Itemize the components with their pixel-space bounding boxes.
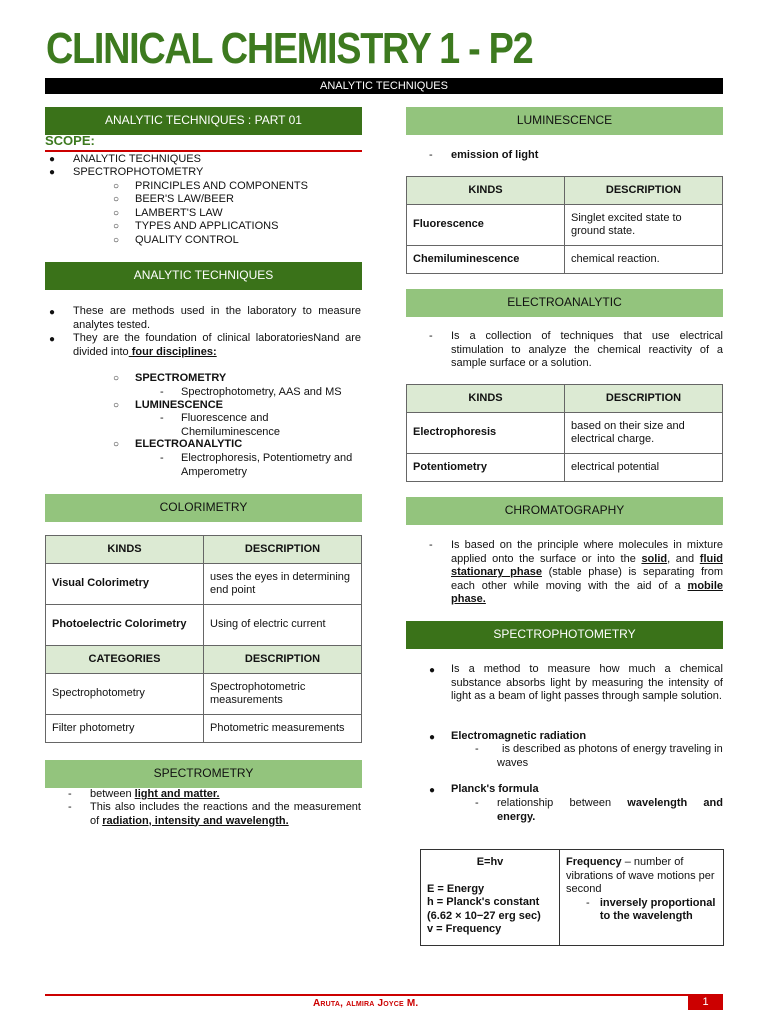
bullet-icon: ●: [49, 307, 56, 318]
circle-bullet-icon: ○: [113, 194, 120, 205]
formula-line: (6.62 × 10−27 erg sec): [427, 909, 541, 922]
circle-bullet-icon: ○: [113, 235, 120, 246]
circle-bullet-icon: ○: [113, 439, 120, 450]
discipline-sub: Electrophoresis, Potentiometry and Amperometry: [181, 452, 353, 478]
scope-subitem: QUALITY CONTROL: [135, 234, 239, 246]
table-cell: Chemiluminescence: [407, 246, 565, 274]
table-header: KINDS: [46, 536, 204, 564]
table-cell: Fluorescence: [407, 205, 565, 246]
table-cell: chemical reaction.: [565, 246, 723, 274]
dash-icon: -: [475, 743, 479, 755]
colorimetry-band: COLORIMETRY: [45, 494, 362, 522]
em-radiation-sub: is described as photons of energy traveling in waves: [497, 743, 723, 769]
analytic-paragraph-2: They are the foundation of clinical laboratoriesNand are divided into four disciplines:: [73, 332, 361, 358]
formula-left-cell: [421, 850, 560, 945]
dash-icon: -: [475, 797, 479, 809]
circle-bullet-icon: ○: [113, 221, 120, 232]
luminescence-text: emission of light: [451, 149, 539, 161]
colorimetry-table: [45, 535, 362, 743]
table-cell: based on their size and electrical charge.: [565, 413, 723, 454]
spectrophotometry-band: SPECTROPHOTOMETRY: [406, 621, 723, 649]
frequency-definition: Frequency – number of vibrations of wave motions per second: [566, 856, 715, 895]
planck-sub: relationship between wavelength and energy.: [497, 797, 723, 823]
inverse-note: - inversely proportional to the wavelength: [586, 896, 716, 922]
table-cell: Visual Colorimetry: [46, 564, 204, 605]
table-cell: Potentiometry: [407, 454, 565, 482]
luminescence-band: LUMINESCENCE: [406, 107, 723, 135]
planck-title: Planck's formula: [451, 783, 539, 795]
bullet-icon: ●: [49, 334, 56, 345]
formula-line: h = Planck's constant: [427, 896, 540, 908]
electroanalytic-band: ELECTROANALYTIC: [406, 289, 723, 317]
scope-underline: [45, 150, 362, 152]
table-header: DESCRIPTION: [204, 536, 362, 564]
dash-icon: -: [429, 149, 433, 161]
analytic-techniques-band: ANALYTIC TECHNIQUES: [45, 262, 362, 290]
spectrometry-line-2: This also includes the reactions and the measurement of radiation, intensity and wavelength.: [90, 801, 361, 827]
dash-icon: -: [429, 330, 433, 342]
dash-icon: -: [429, 539, 433, 551]
formula-equation: E=hv: [476, 856, 504, 868]
bullet-icon: ●: [429, 732, 436, 743]
table-cell: Spectrophotometric measurements: [204, 674, 362, 715]
table-cell: Photometric measurements: [204, 715, 362, 743]
circle-bullet-icon: ○: [113, 208, 120, 219]
table-cell: uses the eyes in determining end point: [204, 564, 362, 605]
table-cell: Electrophoresis: [407, 413, 565, 454]
table-cell: Using of electric current: [204, 605, 362, 646]
scope-item: SPECTROPHOTOMETRY: [73, 166, 204, 178]
dash-icon: -: [160, 452, 164, 464]
scope-subitem: PRINCIPLES AND COMPONENTS: [135, 180, 308, 192]
formula-line: v = Frequency: [427, 923, 502, 935]
discipline-spectrometry: SPECTROMETRY: [135, 372, 227, 384]
scope-subitem: BEER'S LAW/BEER: [135, 193, 234, 205]
scope-item: ANALYTIC TECHNIQUES: [73, 153, 201, 165]
bullet-icon: ●: [429, 785, 436, 796]
discipline-luminescence: LUMINESCENCE: [135, 399, 224, 411]
discipline-sub: Spectrophotometry, AAS and MS: [181, 386, 342, 398]
circle-bullet-icon: ○: [113, 181, 120, 192]
table-header: DESCRIPTION: [204, 646, 362, 674]
table-header: DESCRIPTION: [565, 177, 723, 205]
spectrophotometry-paragraph: Is a method to measure how much a chemical substance absorbs light by measuring the intensity of light as a beam of light passes through sample solution.: [451, 663, 723, 702]
formula-line: E = Energy: [427, 882, 485, 895]
electroanalytic-text: Is a collection of techniques that use electrical stimulation to analyze the chemical reactivity of a sample surface or a solution.: [451, 330, 723, 369]
electroanalytic-table: [406, 384, 723, 482]
formula-right-cell: [560, 850, 723, 945]
circle-bullet-icon: ○: [113, 373, 120, 384]
table-cell: Spectrophotometry: [46, 674, 204, 715]
dash-icon: -: [160, 412, 164, 424]
scope-label: SCOPE:: [45, 133, 95, 148]
dash-icon: -: [160, 386, 164, 398]
table-header: KINDS: [407, 177, 565, 205]
table-cell: Singlet excited state to ground state.: [565, 205, 723, 246]
author-name: Aruta, almira Joyce M.: [313, 998, 419, 1009]
scope-subitem: TYPES AND APPLICATIONS: [135, 220, 279, 232]
bullet-icon: ●: [429, 665, 436, 676]
em-radiation-title: Electromagnetic radiation: [451, 730, 587, 742]
chromatography-band: CHROMATOGRAPHY: [406, 497, 723, 525]
part-band: ANALYTIC TECHNIQUES : PART 01: [45, 107, 362, 135]
scope-subitem: LAMBERT'S LAW: [135, 207, 223, 219]
chromatography-text: Is based on the principle where molecules in mixture applied onto the surface or into the solid, and fluid stationary phase (stable phase) is separating from each other while moving with the aid of a mobile phase.: [451, 539, 724, 605]
bullet-icon: ●: [49, 167, 56, 178]
table-cell: Filter photometry: [46, 715, 204, 743]
table-header: KINDS: [407, 385, 565, 413]
table-header: CATEGORIES: [46, 646, 204, 674]
footer-divider: [45, 994, 723, 996]
spectrometry-band: SPECTROMETRY: [45, 760, 362, 788]
table-cell: Photoelectric Colorimetry: [46, 605, 204, 646]
dash-icon: -: [68, 788, 72, 800]
table-cell: electrical potential: [565, 454, 723, 482]
analytic-paragraph-1: These are methods used in the laboratory to measure analytes tested.: [73, 305, 361, 331]
discipline-electroanalytic: ELECTROANALYTIC: [135, 438, 243, 450]
discipline-sub: Fluorescence and Chemiluminescence: [181, 412, 281, 438]
document-title: CLINICAL CHEMISTRY 1 - P2: [46, 24, 533, 73]
page-number: 1: [688, 994, 723, 1010]
dash-icon: -: [68, 801, 72, 813]
table-header: DESCRIPTION: [565, 385, 723, 413]
dash-icon: -: [586, 896, 590, 909]
spectrometry-line-1: between light and matter.: [90, 788, 220, 800]
luminescence-table: [406, 176, 723, 274]
circle-bullet-icon: ○: [113, 400, 120, 411]
planck-formula-box: [420, 849, 724, 946]
bullet-icon: ●: [49, 154, 56, 165]
section-subtitle-bar: ANALYTIC TECHNIQUES: [45, 78, 723, 94]
